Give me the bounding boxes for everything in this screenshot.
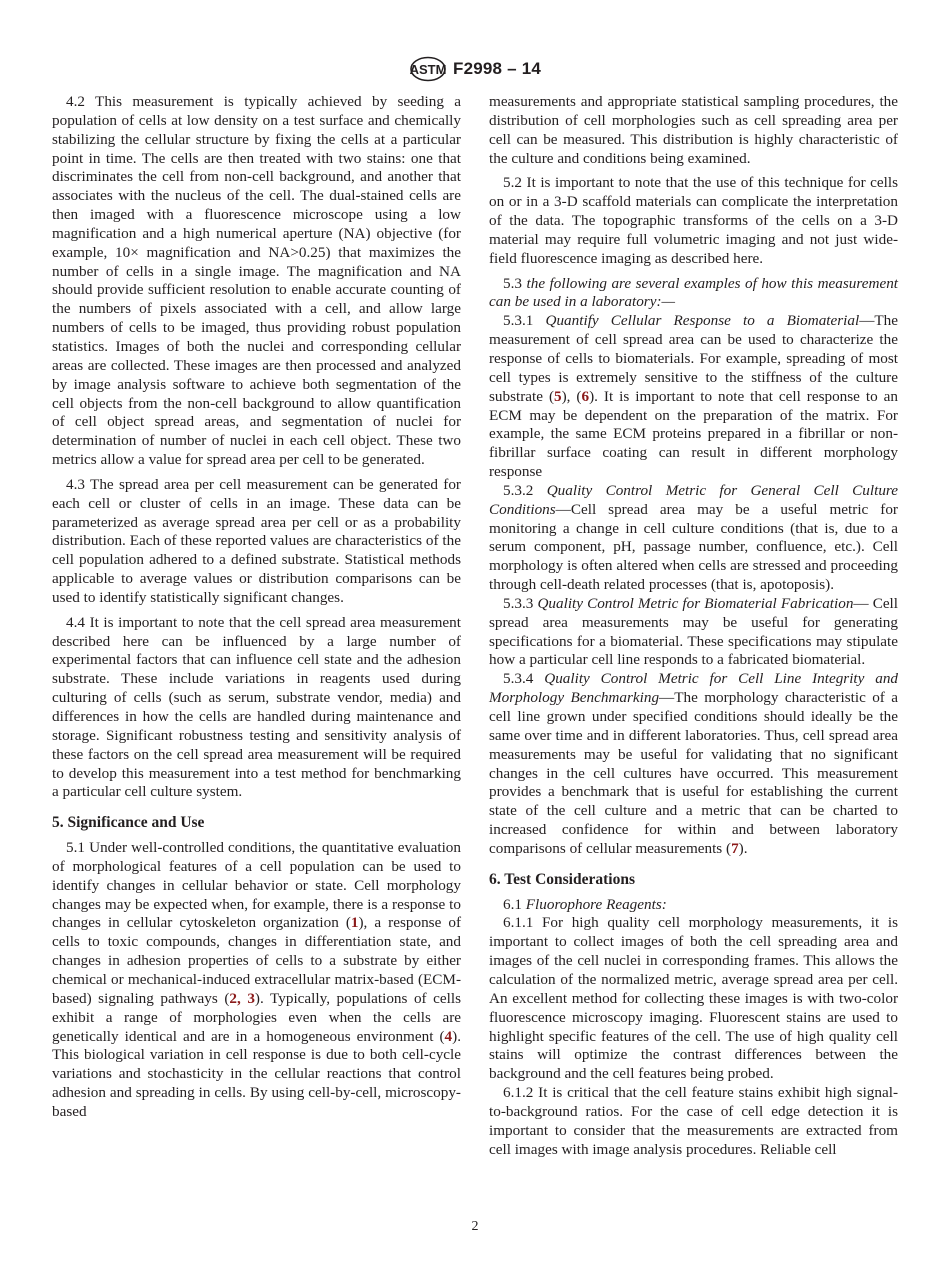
clause-number: 5.3	[503, 274, 527, 292]
text-run: 5.1 Under well-controlled conditions, the quantitative evaluation of morphological features of a cell population can be used to identify changes in cellular behavior or state. Cell morphology changes may be expected when, for example, there is a response to changes in cellular cytoskeleton organization (	[52, 839, 461, 932]
paragraph-6-1-1: 6.1.1 For high quality cell morphology measurements, it is important to collect images of both the cell spreading area and images of the cell nuclei in corresponding frames. This allows the calculation of the normalized metric, average spread area per cell. An excellent method for collecting these images is with two-color fluorescence microscopy imaging. Fluorescent stains are used to highlight specific features of the cell. The use of high quality cell stains will optimize the contrast differences between the background and the cell features being probed.	[489, 914, 898, 1083]
text-run: —The measurement of cell spread area can be used to characterize the response of cells to biomaterials. For example, spreading of most cell types is extremely sensitive to the stiffness of the culture substrate (	[489, 312, 898, 405]
clause-text: the following are several examples of how this measurement can be used in a laboratory:—	[489, 274, 899, 311]
paragraph-5-3	[489, 275, 898, 313]
text-run: —Cell spread area may be a useful metric for monitoring a change in cell culture conditions (that is, due to a serum component, pH, passage number, confluence, etc.). Cell morphology is often altered when cells are stressed and proceeding through cell-death related processes (that is, apotoposis).	[489, 500, 898, 594]
svg-text:ASTM: ASTM	[409, 62, 447, 77]
paragraph-5-2: 5.2 It is important to note that the use of this technique for cells on or in a 3-D scaffold materials can complicate the interpretation of the data. The topographic transforms of the cells on a 3-D material may require full volumetric imaging and not just wide-field fluorescence imaging as described here.	[489, 174, 898, 267]
text-run: ), (	[561, 387, 582, 405]
text-run: ).	[738, 839, 748, 857]
clause-title: Quality Control Metric for Biomaterial Fabrication	[537, 594, 854, 612]
section-6-heading: 6. Test Considerations	[489, 870, 635, 888]
page-header	[0, 55, 950, 83]
clause-number: 5.3.2	[503, 481, 547, 499]
reference-link-2[interactable]: 2	[229, 989, 237, 1007]
document-designation: F2998 – 14	[452, 59, 541, 78]
astm-logo-icon	[409, 56, 447, 82]
left-column	[52, 93, 461, 1122]
reference-link-6[interactable]: 6	[581, 387, 590, 405]
reference-separator: ,	[236, 989, 248, 1007]
paragraph-4-4: 4.4 It is important to note that the cell spread area measurement described here can be influenced by a large number of experimental factors that can influence cell state and the adhesion substrate. These include variations in reagents used during culturing of cells (such as serum, substrate vendor, media) and differences in how the cells are handled during maintenance and storage. Significant robustness testing and sensitivity analysis of these factors on the cell spread area measurement will be required to develop this measurement into a test method for benchmarking a particular cell culture system.	[52, 613, 461, 801]
section-5-heading: 5. Significance and Use	[52, 814, 205, 832]
reference-link-1[interactable]: 1	[350, 914, 359, 932]
page-number: 2	[471, 1219, 479, 1234]
clause-number: 5.3.3	[503, 594, 538, 612]
reference-link-3[interactable]: 3	[247, 989, 255, 1007]
paragraph-4-2: 4.2 This measurement is typically achieved by seeding a population of cells at low density on a test surface and chemically stabilizing the cellular structure by fixing the cells at a particular point in time. The cells are then treated with two stains: one that discriminates the cell from non-cell background, and another that associates with the nucleus of the cell. The dual-stained cells are then imaged with a fluorescence microscope using a low magnification and a high numerical aperture (NA) objective (for example, 10× magnification and NA>0.25) that maximizes the number of cells in a single image. The magnification and NA should provide sufficient resolution to enable accurate counting of the numbers of pixels associated with a cell, and allow large numbers of cells to be imaged, thus providing robust population statistics. Images of both the nuclei and corresponding cellular areas are collected. These images are then processed and analyzed by image analysis software to achieve both segmentation of the cell objects from the non-cell background to allow quantification of cell object spread areas, and segmentation of nuclei for determination of number of nuclei in each cell object. These two metrics allow a value for spread area per cell to be generated.	[52, 93, 461, 469]
clause-number: 6.1	[503, 895, 526, 913]
text-run: ). Typically, populations of cells exhibit a range of morphologies even when the cells are genetically identical and are in a homogeneous environment (	[52, 989, 461, 1045]
reference-link-5[interactable]: 5	[554, 387, 562, 405]
reference-link-4[interactable]: 4	[444, 1027, 453, 1045]
clause-title: Quality Control Metric for General Cell Culture Conditions	[489, 481, 898, 518]
paragraph-5-3-3	[489, 595, 898, 670]
text-run: ). It is important to note that cell response to an ECM may be dependent on the preparation of the matrix. For example, the same ECM proteins prepared in a fibrillar or non-fibrillar surface coating can result in different morphology response	[489, 387, 899, 481]
clause-number: 5.3.1	[503, 312, 546, 330]
paragraph-5-3-2	[489, 482, 898, 595]
text-run: ). This biological variation in cell response is due to both cell-cycle variations and stochasticity in the cellular reactions that control adhesion and spreading in cells. By using cell-by-cell, microscopy-based	[52, 1027, 461, 1120]
reference-link-7[interactable]: 7	[731, 839, 739, 857]
paragraph-4-3: 4.3 The spread area per cell measurement can be generated for each cell or cluster of cells in an image. These data can be parameterized as average spread area per cell or as a probability distribution. Each of these reported values are characteristics of the cell population adhered to a defined substrate. Statistical methods applicable to average values or distribution comparisons can be used to identify statistically significant changes.	[52, 475, 461, 606]
clause-title: Quantify Cellular Response to a Biomaterial	[545, 312, 860, 330]
clause-number: 5.3.4	[503, 670, 545, 688]
paragraph-5-1-continued: measurements and appropriate statistical sampling procedures, the distribution of cell morphologies such as cell spreading area per cell can be measured. This distribution is highly characteristic of the culture and conditions being examined.	[489, 93, 898, 167]
paragraph-5-3-4	[489, 670, 898, 858]
clause-title: Fluorophore Reagents:	[525, 895, 667, 913]
clause-title: Quality Control Metric for Cell Line Integrity and Morphology Benchmarking	[489, 670, 899, 707]
right-column	[489, 93, 898, 1159]
text-run: —The morphology characteristic of a cell line grown under specified conditions should ideally be the same over time and in different laboratories. Thus, cell spread area measurements may be useful for validating that no significant changes in the cell cultures have occurred. This measurement provides a benchmark that is useful for establishing the current state of the cell culture and a metric that can be charted to increased confidence for within and between laboratory comparisons of cellular measurements (	[489, 689, 898, 857]
paragraph-6-1	[489, 896, 898, 915]
text-run: ), a response of cells to toxic compounds, changes in differentiation state, and changes in adhesion properties of cells to a substrate by either chemical or mechanical-induced extracellular matrix-based (ECM-based) signaling pathways (	[52, 914, 461, 1007]
paragraph-5-1	[52, 839, 461, 1122]
paragraph-6-1-2: 6.1.2 It is critical that the cell feature stains exhibit high signal-to-background ratios. For the case of cell edge detection it is important to consider that the measurements are extracted from cell images with image analysis procedures. Reliable cell	[489, 1084, 898, 1158]
text-run: — Cell spread area measurements may be useful for generating specifications for a biomaterial. These specifications may stipulate how a particular cell line responds to a fabricated biomaterial.	[489, 594, 898, 669]
paragraph-5-3-1	[489, 312, 898, 482]
